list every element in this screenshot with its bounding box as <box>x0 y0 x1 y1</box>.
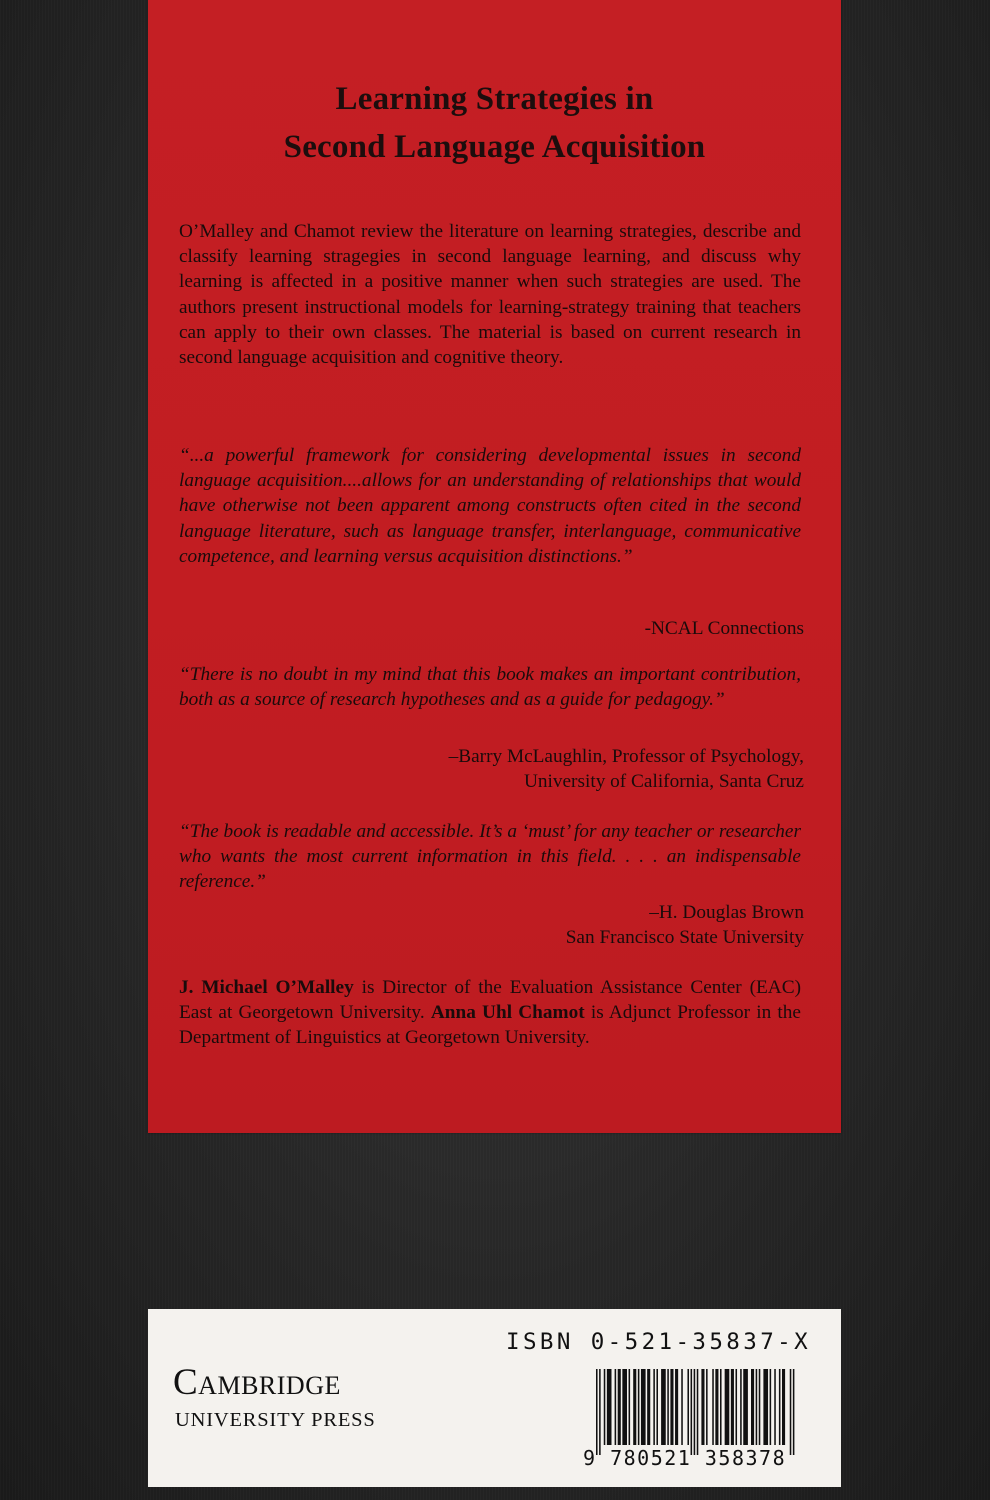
attribution-line: –Barry McLaughlin, Professor of Psychology, <box>448 746 804 767</box>
barcode-bar <box>629 1369 631 1445</box>
book-title-line-2: Second Language Acquisition <box>283 129 706 165</box>
barcode-bar <box>712 1369 714 1445</box>
barcode-bar <box>661 1369 666 1445</box>
barcode-bar <box>599 1369 601 1455</box>
barcode-bar <box>607 1369 612 1445</box>
barcode-bar <box>759 1369 761 1445</box>
barcode-bar <box>670 1369 673 1445</box>
review-attribution-3 <box>566 900 804 950</box>
barcode-bar <box>697 1369 699 1455</box>
attribution-line: –H. Douglas Brown <box>649 902 804 923</box>
attribution-line: University of California, Santa Cruz <box>523 771 804 793</box>
red-text-panel <box>148 0 841 1133</box>
publisher-logo-subtitle: UNIVERSITY PRESS <box>175 1409 376 1431</box>
barcode-bar <box>604 1369 606 1445</box>
author-2-bio: is Adjunct Professor in the Department of Linguistics at Georgetown University. <box>179 1002 801 1049</box>
attribution-line: San Francisco State University <box>565 927 804 949</box>
author-1-bio: is Director of the Evaluation Assistance Center (EAC) East at Georgetown University. <box>179 977 801 1024</box>
barcode-bar <box>743 1369 748 1445</box>
barcode-bar <box>694 1369 696 1455</box>
barcode-bar <box>790 1369 792 1455</box>
barcode-bar <box>720 1369 722 1445</box>
barcode-bar <box>618 1369 621 1445</box>
publisher-logo-name: Cambridge <box>173 1362 341 1403</box>
barcode-bar <box>782 1369 785 1445</box>
author-2-name: Anna Uhl Chamot <box>430 1002 585 1024</box>
barcode-bar <box>687 1369 689 1445</box>
barcode-bar <box>756 1369 758 1445</box>
review-quote-2: “There is no doubt in my mind that this book makes an important contribution, both as a source of research hypotheses and as a guide for pedagogy.” <box>179 664 801 711</box>
barcode-bar <box>779 1369 781 1445</box>
barcode-bar <box>701 1369 704 1445</box>
barcode-bar <box>653 1369 655 1445</box>
barcode-bar <box>736 1369 738 1445</box>
barcode-bar <box>740 1369 742 1445</box>
barcode-bar <box>615 1369 617 1445</box>
barcode-bar <box>774 1369 776 1445</box>
book-title-line-1: Learning Strategies in <box>335 81 654 117</box>
barcode-bar <box>656 1369 658 1445</box>
barcode-bar <box>731 1369 734 1445</box>
isbn-number: ISBN 0-521-35837-X <box>506 1329 812 1355</box>
barcode-graphic <box>594 1369 806 1455</box>
barcode-bar <box>725 1369 730 1445</box>
barcode-bar <box>691 1369 693 1455</box>
barcode-bar <box>633 1369 636 1445</box>
review-attribution-2 <box>449 744 804 794</box>
barcode-panel <box>148 1309 841 1487</box>
barcode-bar <box>596 1369 598 1455</box>
barcode-bar <box>706 1369 708 1445</box>
review-quote-3: “The book is readable and accessible. It’s a ‘must’ for any teacher or researcher who wants the most current information in this field. . . . an indispensable reference.” <box>179 821 801 893</box>
barcode-bar <box>667 1369 669 1445</box>
barcode-bar <box>675 1369 678 1445</box>
attribution-line: -NCAL Connections <box>644 618 804 639</box>
barcode-bar <box>770 1369 772 1445</box>
book-description: O’Malley and Chamot review the literature on learning strategies, describe and classify learning stragegies in second language learning, and discuss why learning is affected in a positive manner when such strategies are used. The authors present instructional models for learning-strategy training that teachers can apply to their own classes. The material is based on current research in second language acquisition and cognitive theory. <box>179 221 801 369</box>
barcode-bar <box>641 1369 646 1445</box>
ean-digits: 9 780521 358378 <box>583 1446 787 1470</box>
barcode-bar <box>681 1369 683 1445</box>
barcode-bar <box>751 1369 754 1445</box>
review-attribution-1 <box>645 616 804 641</box>
barcode-bar <box>638 1369 640 1445</box>
barcode-bar <box>793 1369 795 1455</box>
barcode-bar <box>715 1369 718 1445</box>
barcode-bar <box>622 1369 627 1445</box>
author-1-name: J. Michael O’Malley <box>179 977 354 998</box>
review-quote-1: “...a powerful framework for considering developmental issues in second language acquisition....allows for an understanding of relationships that would have otherwise not been apparent among constructs often cited in the second language literature, such as language transfer, interlanguage, communicative competence, and learning versus acquisition distinctions.” <box>179 445 801 567</box>
author-bios <box>179 975 801 1051</box>
barcode-bar <box>763 1369 768 1445</box>
barcode-bar <box>647 1369 650 1445</box>
